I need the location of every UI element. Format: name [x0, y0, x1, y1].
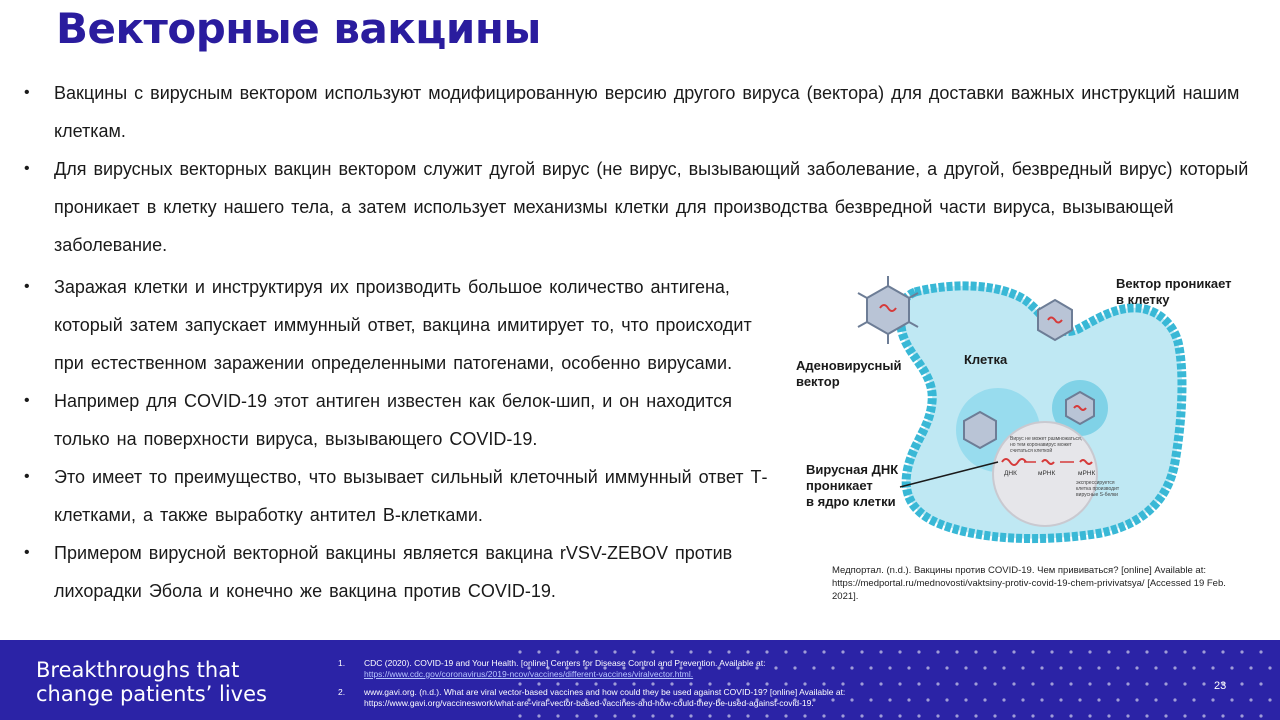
reference-item — [338, 658, 958, 680]
footer-dot — [898, 650, 901, 653]
footer-dot — [803, 650, 806, 653]
label-line: Вектор проникает — [1116, 276, 1232, 291]
footer-dot — [1002, 666, 1005, 669]
footer-dot — [993, 650, 996, 653]
nucleus-note — [1010, 436, 1082, 454]
footer-dot — [993, 682, 996, 685]
note-line: Вирус не может размножаться, — [1010, 436, 1083, 442]
bullet-item: • Для вирусных векторных вакцин вектором служит дугой вирус (не вирус, вызывающий заболевание, а другой, безвредный вирус) который проникает в клетку нашего тела, а затем использует механизмы клетки для производства безвредной части вируса, вызывающей заболевание. — [22, 150, 1252, 264]
footer-dot — [917, 650, 920, 653]
footer-dot — [727, 650, 730, 653]
footer-dot — [1088, 682, 1091, 685]
footer-dot — [1145, 682, 1148, 685]
footer-dot — [1183, 650, 1186, 653]
footer-dot — [1202, 682, 1205, 685]
bullet-item: • Примером вирусной векторной вакцины является вакцина rVSV-ZEBOV против лихорадки Эбола и конечно же вакцина против COVID-19. — [22, 534, 782, 610]
reference-number: 2. — [338, 687, 346, 697]
footer-dot — [1097, 698, 1100, 701]
reference-text: CDC (2020). COVID-19 and Your Health. [online] Centers for Disease Control and Prevention. Available at: — [364, 658, 766, 668]
footer-dot — [1078, 698, 1081, 701]
dna-label: ДНК — [1004, 470, 1017, 477]
mrna-label: мРНК — [1038, 470, 1056, 477]
footer-dot — [1259, 682, 1262, 685]
label-line: в ядро клетки — [806, 494, 896, 509]
tagline-line: change patients’ lives — [36, 682, 267, 706]
bullet-list-left — [22, 268, 782, 610]
footer-dot — [594, 650, 597, 653]
footer-dot — [1202, 650, 1205, 653]
footer-dot — [1183, 682, 1186, 685]
footer-dot — [1249, 666, 1252, 669]
footer-dot — [974, 650, 977, 653]
footer-dot — [1107, 682, 1110, 685]
bullet-item: • Вакцины с вирусным вектором используют модифицированную версию другого вируса (вектора) для доставки важных инструкций нашим клеткам. — [22, 74, 1252, 150]
reference-list — [338, 658, 958, 716]
note-line: считаться клеткой — [1010, 448, 1053, 454]
footer-dot — [613, 650, 616, 653]
reference-item — [338, 687, 958, 709]
footer-dot — [1202, 714, 1205, 717]
slide-title: Векторные вакцины — [56, 4, 541, 53]
footer-dot — [1021, 698, 1024, 701]
footer-dot — [1031, 650, 1034, 653]
footer-dot — [784, 650, 787, 653]
footer-dot — [1050, 714, 1053, 717]
footer-dot — [1012, 682, 1015, 685]
bullet-item: • Заражая клетки и инструктируя их производить большое количество антигена, который затем запускает иммунный ответ, вакцина имитирует то, что происходит при естественном заражении определенными патогенами, особенно вирусами. — [22, 268, 782, 382]
footer-dot — [1097, 666, 1100, 669]
footer-dot — [670, 650, 673, 653]
footer-dot — [1249, 698, 1252, 701]
label-viral-dna — [806, 462, 898, 510]
footer-dot — [1031, 714, 1034, 717]
footer-dot — [1230, 666, 1233, 669]
footer-dot — [1126, 650, 1129, 653]
label-line: Вирусная ДНК — [806, 462, 899, 477]
footer-dot — [1126, 682, 1129, 685]
footer-dot — [993, 714, 996, 717]
bullet-item: • Это имеет то преимущество, что вызывает сильный клеточный иммунный ответ Т-клетками, а также выработку антител В-клетками. — [22, 458, 782, 534]
footer-dot — [1040, 666, 1043, 669]
footer-dot — [556, 650, 559, 653]
tagline-line: Breakthroughs that — [36, 658, 240, 682]
footer-dot — [1268, 666, 1271, 669]
footer-dot — [575, 650, 578, 653]
footer-dot — [1154, 666, 1157, 669]
footer-dot — [1192, 666, 1195, 669]
label-vector-enters — [1116, 276, 1232, 308]
footer-dot — [1259, 714, 1262, 717]
footer-dot — [1116, 666, 1119, 669]
footer-dot — [879, 650, 882, 653]
figure-caption: Медпортал. (n.d.). Вакцины против COVID-19. Чем прививаться? [online] Available at: https://medportal.ru/mednovosti/vaktsiny-protiv-covid-19-chem-privivatsya/ [Accessed 19 Feb. 2021]. — [832, 565, 1226, 602]
note-line: экспрессируется — [1076, 480, 1115, 486]
footer-dot — [1012, 714, 1015, 717]
footer-dot — [964, 666, 967, 669]
footer-dot — [1164, 714, 1167, 717]
footer-dot — [1240, 714, 1243, 717]
footer-dot — [1088, 714, 1091, 717]
footer-dot — [955, 650, 958, 653]
footer-dot — [1050, 650, 1053, 653]
footer-dot — [860, 650, 863, 653]
footer-dot — [537, 650, 540, 653]
footer-dot — [1164, 682, 1167, 685]
footer-dot — [765, 650, 768, 653]
footer-dot — [1173, 666, 1176, 669]
label-line: вектор — [796, 374, 840, 389]
reference-number: 1. — [338, 658, 346, 668]
footer-dot — [1192, 698, 1195, 701]
bullet-item: • Например для COVID-19 этот антиген известен как белок-шип, и он находится только на поверхности вируса, вызывающего COVID-19. — [22, 382, 782, 458]
footer-dot — [1268, 698, 1271, 701]
footer-dot — [1154, 698, 1157, 701]
footer-dot — [983, 666, 986, 669]
footer-dot — [1221, 714, 1224, 717]
footer-dot — [1116, 698, 1119, 701]
footer-dot — [841, 650, 844, 653]
footer-dot — [1012, 650, 1015, 653]
footer-dot — [964, 698, 967, 701]
footer-dot — [1002, 698, 1005, 701]
page-number: 23 — [1214, 680, 1227, 692]
label-line: в клетку — [1116, 292, 1170, 307]
footer-dot — [936, 650, 939, 653]
footer-dot — [1145, 714, 1148, 717]
vector-vaccine-illustration — [780, 262, 1250, 562]
label-cell: Клетка — [964, 352, 1008, 367]
footer-dot — [1078, 666, 1081, 669]
note-line: но тем коронавирус может — [1010, 442, 1072, 448]
footer-dot — [1088, 650, 1091, 653]
note-line: вирусные S-белки — [1076, 492, 1118, 498]
note-line: клетка производит — [1076, 486, 1120, 492]
footer-dot — [1164, 650, 1167, 653]
mrna-label-right: мРНК — [1078, 470, 1096, 477]
label-line: Аденовирусный — [796, 358, 902, 373]
footer-dot — [974, 682, 977, 685]
footer-dot — [1050, 682, 1053, 685]
footer-dot — [1069, 682, 1072, 685]
footer-dot — [1240, 650, 1243, 653]
footer-dot — [1126, 714, 1129, 717]
footer-dot — [1230, 698, 1233, 701]
reference-text: www.gavi.org. (n.d.). What are viral vector-based vaccines and how could they be used against COVID-19? [online] Available at: — [364, 687, 846, 697]
label-adeno-vector — [796, 358, 902, 390]
footer-dot — [746, 650, 749, 653]
footer-dot — [518, 650, 521, 653]
expression-note — [1076, 480, 1119, 498]
footer-dot — [632, 650, 635, 653]
footer-dot — [1221, 650, 1224, 653]
footer-dot — [1183, 714, 1186, 717]
footer-dot — [1240, 682, 1243, 685]
footer-dot — [822, 650, 825, 653]
footer-bar — [0, 640, 1280, 720]
footer-dot — [1211, 666, 1214, 669]
footer-dot — [1059, 666, 1062, 669]
footer-dot — [974, 714, 977, 717]
footer-dot — [1021, 666, 1024, 669]
footer-dot — [1259, 650, 1262, 653]
footer-dot — [1040, 698, 1043, 701]
footer-dot — [1145, 650, 1148, 653]
footer-dot — [1211, 698, 1214, 701]
footer-dot — [983, 698, 986, 701]
footer-dot — [1107, 714, 1110, 717]
reference-link: https://www.gavi.org/vaccineswork/what-are-viral-vector-based-vaccines-and-how-could-they-be-used-against-covid-19. — [364, 698, 814, 708]
footer-dot — [1135, 666, 1138, 669]
label-line: проникает — [806, 478, 873, 493]
footer-dot — [1031, 682, 1034, 685]
footer-dot — [651, 650, 654, 653]
footer-dot — [1173, 698, 1176, 701]
footer-dot — [1135, 698, 1138, 701]
footer-dot — [1069, 714, 1072, 717]
footer-dot — [1069, 650, 1072, 653]
footer-dot — [1059, 698, 1062, 701]
bullet-list-top — [22, 74, 1252, 264]
footer-dot — [689, 650, 692, 653]
footer-tagline — [36, 658, 267, 706]
footer-dot — [1107, 650, 1110, 653]
reference-link[interactable]: https://www.cdc.gov/coronavirus/2019-ncov/vaccines/different-vaccines/viralvector.html. — [364, 669, 694, 679]
footer-dot — [708, 650, 711, 653]
